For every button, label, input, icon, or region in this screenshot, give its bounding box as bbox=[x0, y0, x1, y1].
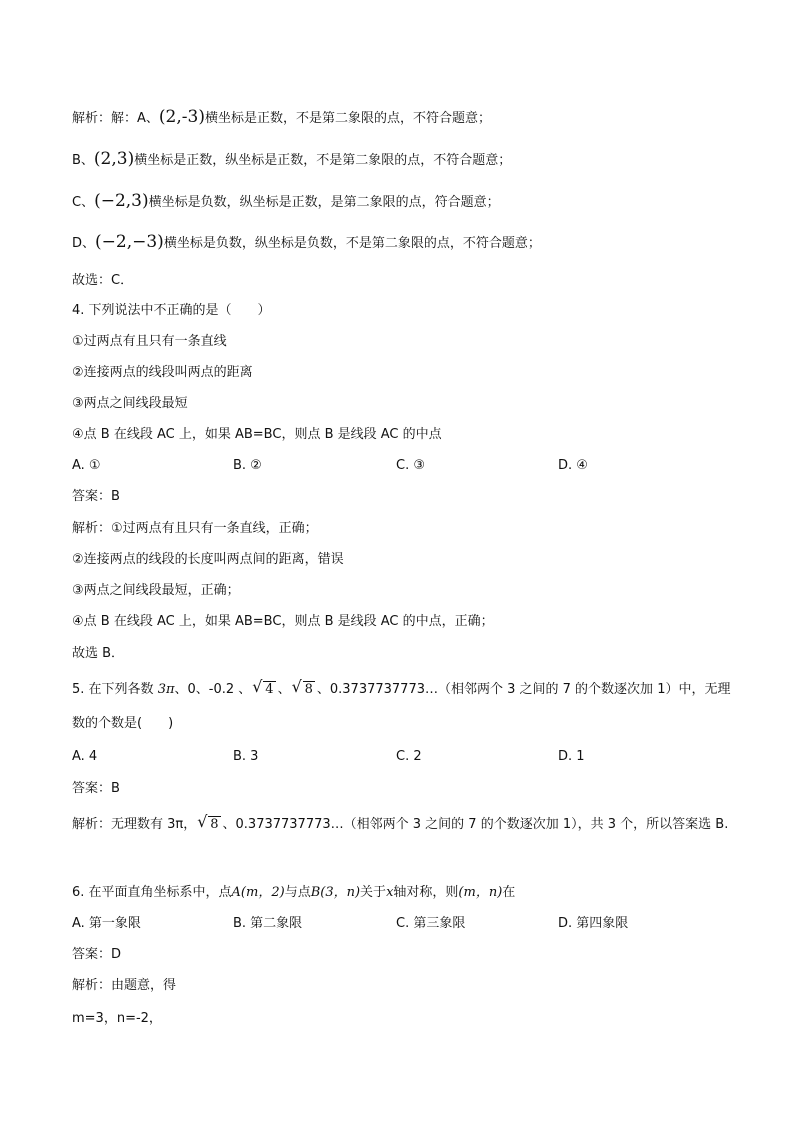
q6-stem-lead: 6. 在平面直角坐标系中，点 bbox=[72, 885, 232, 900]
q5-stem bbox=[72, 673, 732, 741]
q3-prefix-b: B、 bbox=[72, 153, 94, 168]
q4-analysis-4: ④点 B 在线段 AC 上，如果 AB=BC，则点 B 是线段 AC 的中点，正确； bbox=[72, 614, 494, 629]
q5-sqrt-8-radicand: 8 bbox=[304, 682, 313, 697]
q4-choose: 故选 B． bbox=[72, 646, 125, 661]
q5-option-a: A. 4 bbox=[72, 749, 98, 764]
q3-text-b: 横坐标是正数，纵坐标是正数，不是第二象限的点，不符合题意； bbox=[134, 153, 512, 168]
q5-stem-lead: 5. 在下列各数 bbox=[72, 682, 154, 697]
q4-statement-3: ③两点之间线段最短 bbox=[72, 396, 188, 411]
q6-stem-mid3: 轴对称，则 bbox=[393, 885, 459, 900]
q4-option-b: B. ② bbox=[233, 458, 262, 473]
q6-point-mn: (m，n) bbox=[458, 885, 503, 900]
q5-analysis-tail: 、0.3737737773…（相邻两个 3 之间的 7 的个数逐次加 1），共 3 个，所以答案选 B. bbox=[222, 817, 729, 832]
q6-option-d: D. 第四象限 bbox=[558, 916, 629, 931]
q3-analysis-b bbox=[72, 150, 511, 170]
q4-analysis-2: ②连接两点的线段的长度叫两点间的距离，错误 bbox=[72, 552, 344, 567]
q5-analysis-sqrt-8-radicand: 8 bbox=[210, 817, 219, 832]
q6-point-a: A(m，2) bbox=[231, 885, 285, 900]
q3-prefix-c: C、 bbox=[72, 195, 95, 210]
q5-sqrt-8 bbox=[293, 673, 315, 707]
q5-option-d: D. 1 bbox=[558, 749, 585, 764]
q3-text-c: 横坐标是负数，纵坐标是正数，是第二象限的点，符合题意； bbox=[148, 195, 500, 210]
q5-number-3pi: 3π bbox=[157, 682, 175, 697]
q5-option-b: B. 3 bbox=[233, 749, 259, 764]
q6-point-b: B(3，n) bbox=[310, 885, 361, 900]
q3-text-d: 横坐标是负数，纵坐标是负数，不是第二象限的点，不符合题意； bbox=[163, 236, 541, 251]
q6-stem bbox=[72, 884, 515, 902]
q3-choose: 故选：C． bbox=[72, 273, 134, 288]
q5-analysis bbox=[72, 808, 732, 842]
q3-analysis-label: 解析：解：A、 bbox=[72, 111, 159, 126]
q6-stem-mid2: 关于 bbox=[360, 885, 387, 900]
q3-analysis-c bbox=[72, 192, 500, 212]
q4-stem: 4. 下列说法中不正确的是（ ） bbox=[72, 303, 271, 318]
q4-statement-1: ①过两点有且只有一条直线 bbox=[72, 334, 227, 349]
q4-statement-2: ②连接两点的线段叫两点的距离 bbox=[72, 365, 253, 380]
q3-coord-c: (−2,3) bbox=[94, 191, 149, 211]
q6-analysis-2: m=3，n=-2， bbox=[72, 1011, 162, 1026]
q6-option-a: A. 第一象限 bbox=[72, 916, 141, 931]
q5-sep-1: 、0、-0.2 、 bbox=[174, 682, 252, 697]
q4-option-c: C. ③ bbox=[396, 458, 425, 473]
q5-option-c: C. 2 bbox=[396, 749, 422, 764]
q5-answer: 答案：B bbox=[72, 781, 120, 796]
q6-answer: 答案：D bbox=[72, 947, 122, 962]
q5-analysis-lead: 解析：无理数有 3π， bbox=[72, 817, 197, 832]
q3-analysis-d bbox=[72, 233, 541, 253]
q3-text-a: 横坐标是正数，不是第二象限的点，不符合题意； bbox=[204, 111, 491, 126]
q5-sqrt-4-radicand: 4 bbox=[265, 682, 274, 697]
q6-stem-mid1: 与点 bbox=[284, 885, 311, 900]
q5-analysis-sqrt-8 bbox=[198, 808, 220, 842]
q5-stem-tail: 、0.3737737773…（相邻两个 3 之间的 7 的个数逐次加 1）中，无理数的个数是( ) bbox=[72, 682, 731, 731]
q3-coord-b: (2,3) bbox=[93, 149, 135, 169]
q3-prefix-d: D、 bbox=[72, 236, 96, 251]
q6-option-b: B. 第二象限 bbox=[233, 916, 303, 931]
q5-sep-2: 、 bbox=[277, 682, 291, 697]
q5-sqrt-4 bbox=[253, 673, 275, 707]
q6-option-c: C. 第三象限 bbox=[396, 916, 466, 931]
q3-coord-a: (2,-3) bbox=[158, 107, 205, 127]
q4-option-d: D. ④ bbox=[558, 458, 588, 473]
q4-analysis-1: 解析：①过两点有且只有一条直线，正确； bbox=[72, 521, 318, 536]
q4-analysis-3: ③两点之间线段最短，正确； bbox=[72, 583, 240, 598]
q6-x-variable: x bbox=[386, 885, 394, 900]
q3-coord-d: (−2,−3) bbox=[95, 232, 164, 252]
q6-stem-end: 在 bbox=[502, 885, 516, 900]
q4-option-a: A. ① bbox=[72, 458, 101, 473]
q6-analysis-1: 解析：由题意，得 bbox=[72, 978, 177, 993]
q4-answer: 答案：B bbox=[72, 489, 120, 504]
q4-statement-4: ④点 B 在线段 AC 上，如果 AB=BC，则点 B 是线段 AC 的中点 bbox=[72, 427, 442, 442]
q3-analysis-a bbox=[72, 108, 491, 128]
